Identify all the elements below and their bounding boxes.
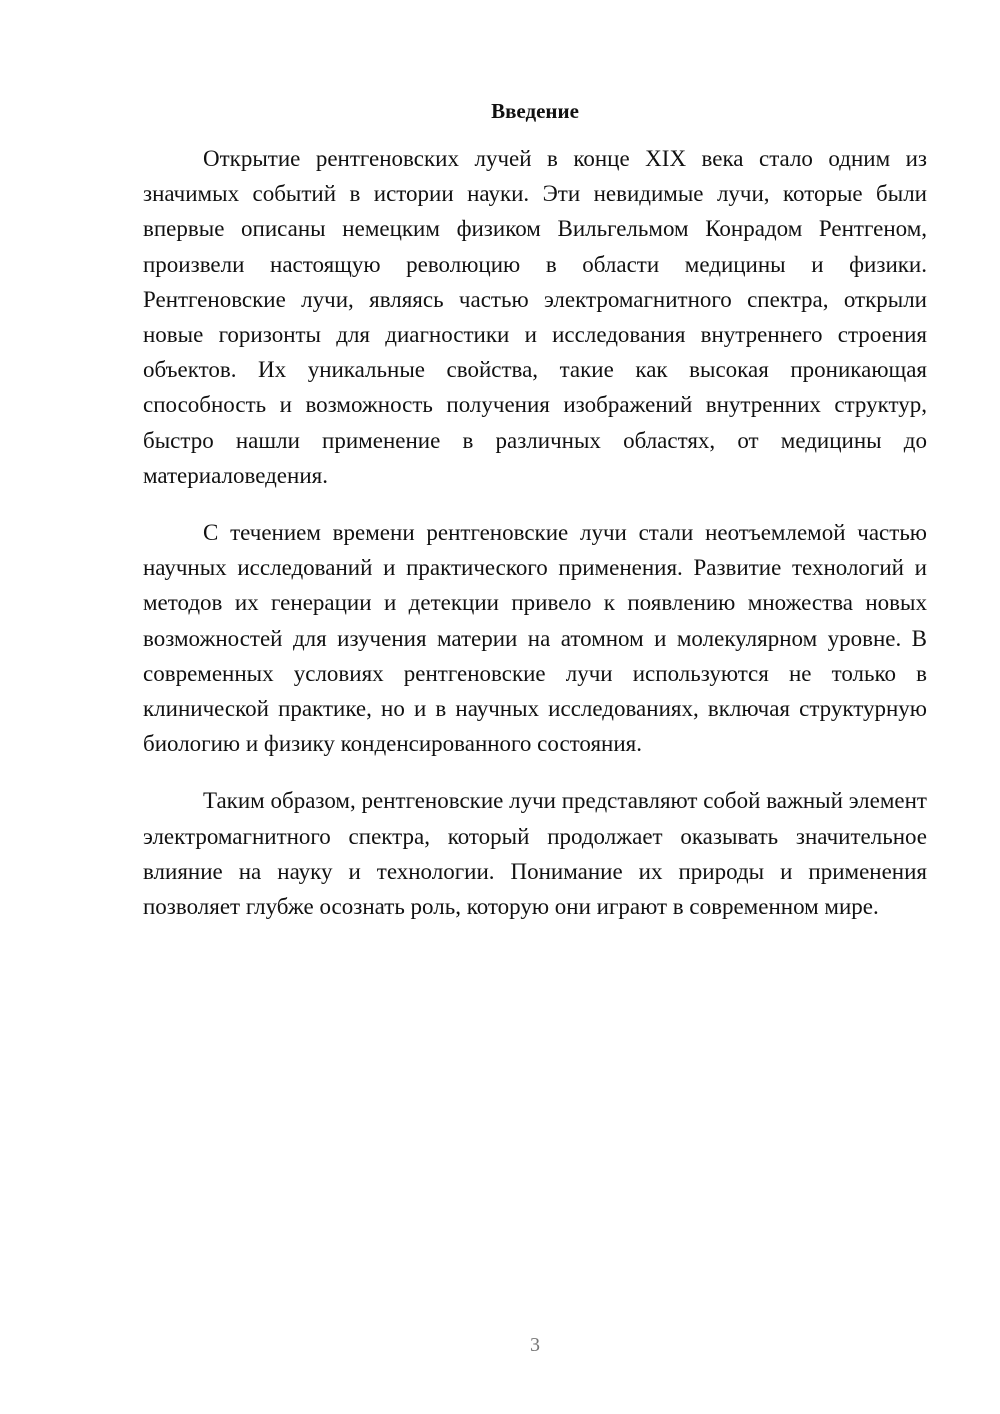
page-number: 3 (530, 1334, 540, 1356)
paragraph-3: Таким образом, рентгеновские лучи представляют собой важный элемент электромагнитного спектра, который продолжает оказывать значительное влияние на науку и технологии. Понимание их природы и применения позволяет глубже осознать роль, которую они играют в современном мире. (143, 788, 927, 920)
body-text (143, 141, 927, 924)
paragraph-2: С течением времени рентгеновские лучи стали неотъемлемой частью научных исследований и практического применения. Развитие технологий и методов их генерации и детекции привело к появлению множества новых возможностей для изучения материи на атомном и молекулярном уровне. В современных условиях рентгеновские лучи используются не только в клинической практике, но и в научных исследованиях, включая структурную биологию и физику конденсированного состояния. (143, 520, 927, 757)
section-title: Введение (491, 99, 579, 123)
paragraph-1: Открытие рентгеновских лучей в конце XIX века стало одним из значимых событий в истории науки. Эти невидимые лучи, которые были впервые описаны немецким физиком Вильгельмом Конрадом Рентгеном, произвели настоящую революцию в области медицины и физики. Рентгеновские лучи, являясь частью электромагнитного спектра, открыли новые горизонты для диагностики и исследования внутреннего строения объектов. Их уникальные свойства, такие как высокая проникающая способность и возможность получения изображений внутренних структур, быстро нашли применение в различных областях, от медицины до материаловедения. (143, 146, 927, 488)
